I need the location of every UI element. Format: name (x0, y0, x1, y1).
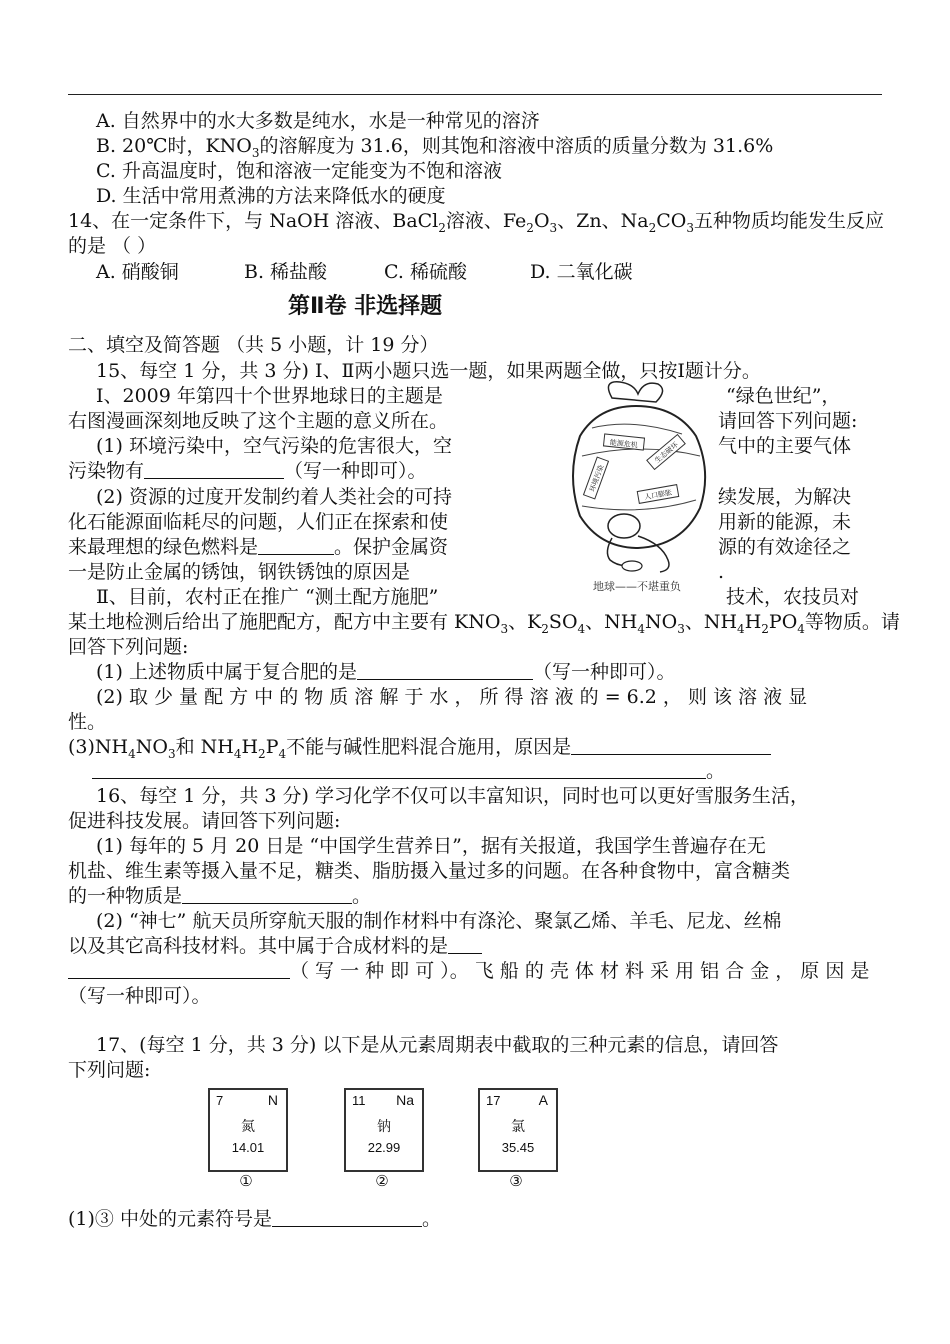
q15-i-line8: 一是防止金属的锈蚀，钢铁锈蚀的原因是 (68, 561, 411, 583)
q15-i-line2: 右图漫画深刻地反映了这个主题的意义所在。 (68, 410, 449, 432)
q15-ii-line2: 某土地检测后给出了施肥配方，配方中主要有 $KNO_3$、$K_2SO_4$、$NH_4NO_3$、$NH_4H_2PO_4$等物质。请 (68, 611, 900, 636)
q14-option-c: C. 稀硫酸 (384, 261, 467, 283)
q17-question1: (1)③ 中处的元素符号是 。 (68, 1208, 441, 1230)
atomic-number: 11 (352, 1093, 366, 1108)
cartoon-label: 能源危机 (609, 438, 639, 450)
q15-i-line7-end: 源的有效途径之 (718, 536, 852, 558)
q15-ii-question2-end: 性。 (68, 711, 107, 733)
element-symbol: Na (396, 1092, 414, 1108)
element-marker: ② (375, 1172, 389, 1190)
q17-line2: 下列问题: (68, 1059, 151, 1081)
atomic-mass: 22.99 (367, 1140, 401, 1155)
element-name: 氯 (511, 1119, 525, 1135)
q15-i-line2-end: 请回答下列问题: (718, 410, 858, 432)
q15-i-line8-end: . (718, 561, 725, 583)
q14-stem-end: 的是 （ ） (68, 235, 157, 257)
element-symbol: A (538, 1092, 548, 1108)
periodic-table-excerpt (68, 1080, 680, 1188)
q15-i-line3-end: 气中的主要气体 (718, 435, 852, 457)
q16-line9: （写一种即可）。 (68, 985, 211, 1007)
q15-i-line5-end: 续发展，为解决 (718, 486, 852, 508)
q16-line2: 促进科技发展。请回答下列问题: (68, 810, 341, 832)
atomic-mass: 14.01 (231, 1140, 265, 1155)
cartoon-label: 生态破坏 (653, 440, 680, 465)
q13-option-d: D. 生活中常用煮沸的方法来降低水的硬度 (96, 185, 446, 207)
q16-line8: （ 写 一 种 即 可 ）。 飞 船 的 壳 体 材 料 采 用 铝 合 金 ， 原 因 是 (68, 958, 869, 984)
answer-blank[interactable] (144, 458, 284, 479)
cartoon-label: 环境污染 (588, 463, 606, 493)
q15-i-line6-end: 用新的能源，未 (718, 511, 852, 533)
q16-line1: 16、每空 1 分，共 3 分) 学习化学不仅可以丰富知识，同时也可以更好雪服务生活， (96, 785, 809, 807)
earth-burden-cartoon (552, 376, 725, 594)
q13-option-a: A. 自然界中的水大多数是纯水，水是一种常见的溶济 (96, 110, 540, 132)
q15-intro: 15、每空 1 分，共 3 分) Ⅰ、Ⅱ两小题只选一题，如果两题全做，只按Ⅰ题计分。 (96, 360, 761, 382)
part2-heading: 二、填空及简答题 （共 5 小题，计 19 分） (68, 334, 439, 356)
header-rule (68, 94, 882, 95)
element-marker: ③ (509, 1172, 523, 1190)
q15-i-line6: 化石能源面临耗尽的问题，人们正在探索和使 (68, 511, 449, 533)
q16-line4: 机盐、维生素等摄入量不足，糖类、脂肪摄入量过多的问题。在各种食物中，富含糖类 (68, 860, 791, 882)
q15-i-line5: (2) 资源的过度开发制约着人类社会的可持 (96, 486, 452, 508)
element-symbol: N (267, 1092, 278, 1108)
q15-i-line4: 污染物有 （写一种即可）。 (68, 460, 427, 482)
answer-blank[interactable] (68, 958, 290, 979)
q13-option-b: B. 20℃时，$KNO_3$的溶解度为 31.6，则其饱和溶液中溶质的质量分数为 31.6% (96, 135, 774, 160)
q13-option-c: C. 升高温度时，饱和溶液一定能变为不饱和溶液 (96, 160, 502, 182)
element-card-sodium (344, 1088, 424, 1172)
element-name: 钠 (377, 1119, 391, 1135)
q14-option-d: D. 二氧化碳 (530, 261, 633, 283)
q14-option-b: B. 稀盐酸 (244, 261, 328, 283)
q15-ii-line3: 回答下列问题: (68, 636, 189, 658)
q14-stem: 14、在一定条件下，与 NaOH 溶液、BaCl$_2$溶液、$Fe_2O_3$、Zn、$Na_2CO_3$五种物质均能发生反应 (68, 210, 884, 235)
q16-line5: 的一种物质是 。 (68, 885, 372, 907)
q16-line6: (2) “神七” 航天员所穿航天服的制作材料中有涤沦、聚氯乙烯、羊毛、尼龙、丝棉 (96, 910, 782, 932)
q15-ii-question3-line2: 。 (92, 758, 725, 784)
atomic-number: 7 (216, 1093, 224, 1108)
q16-line3: (1) 每年的 5 月 20 日是 “中国学生营养日”，据有关报道，我国学生普遍存在无 (96, 835, 766, 857)
element-marker: ① (239, 1172, 253, 1190)
cartoon-label: 人口膨胀 (643, 488, 673, 502)
answer-blank[interactable] (92, 758, 706, 779)
q16-line7: 以及其它高科技材料。其中属于合成材料的是 (68, 933, 482, 959)
q15-i-line1-end: “绿色世纪”， (726, 385, 841, 407)
answer-blank[interactable] (272, 1206, 422, 1227)
answer-blank[interactable] (357, 659, 533, 680)
q15-i-line3: (1) 环境污染中，空气污染的危害很大，空 (96, 435, 452, 457)
element-card-chlorine (478, 1088, 558, 1172)
answer-blank[interactable] (448, 933, 482, 954)
section-title: 第Ⅱ卷 非选择题 (288, 294, 443, 319)
atomic-mass: 35.45 (501, 1140, 535, 1155)
q15-ii-question3: $(3)NH_4NO_3$和 $NH_4H_2P_4$不能与碱性肥料混合施用，原因是 (68, 734, 771, 760)
q15-ii-question2: (2) 取 少 量 配 方 中 的 物 质 溶 解 于 水 ， 所 得 溶 液 的 = 6.2 ， 则 该 溶 液 显 (96, 686, 808, 708)
q14-option-a: A. 硝酸铜 (96, 261, 179, 283)
atomic-number: 17 (486, 1093, 501, 1108)
answer-blank[interactable] (258, 534, 334, 555)
q15-ii-line1-end: 技术，农技员对 (726, 586, 860, 608)
q15-ii-question1: (1) 上述物质中属于复合肥的是 （写一种即可）。 (96, 661, 676, 683)
element-name: 氮 (241, 1119, 255, 1135)
answer-blank[interactable] (182, 883, 352, 904)
element-card-nitrogen (208, 1088, 288, 1172)
q15-i-line7: 来最理想的绿色燃料是 。保护金属资 (68, 536, 449, 558)
q17-line1: 17、(每空 1 分，共 3 分) 以下是从元素周期表中截取的三种元素的信息，请回答 (96, 1034, 779, 1056)
q15-i-line1: Ⅰ、2009 年第四十个世界地球日的主题是 (96, 385, 443, 407)
answer-blank[interactable] (571, 734, 771, 755)
q15-ii-line1: Ⅱ、目前，农村正在推广 “测土配方施肥” (96, 586, 439, 608)
cartoon-caption: 地球——不堪重负 (593, 580, 681, 593)
